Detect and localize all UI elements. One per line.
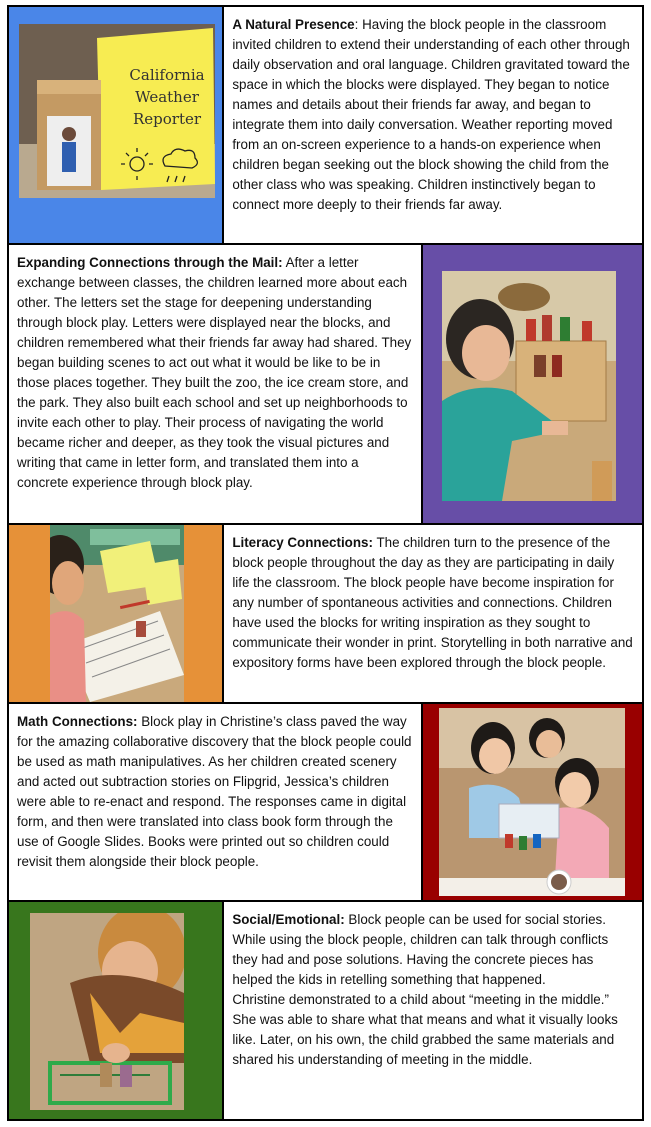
- content-table: [7, 5, 644, 1121]
- literacy-illustration: [50, 525, 184, 702]
- section-heading: Expanding Connections through the Mail:: [17, 255, 283, 270]
- section-body: Block play in Christine’s class paved the way for the amazing collaborative discovery that the block people could be used as math manipulatives. As her children created scenery and acted out subtraction stories on Flipgrid, Jessica’s children were able to re-enact and respond. The responses came in digital form, and then were translated into class book form through the use of Google Slides. Books were printed out so children could revisit them alongside their block people.: [17, 714, 412, 869]
- section-heading: A Natural Presence: [232, 17, 355, 32]
- section-expanding-connections: [9, 245, 644, 525]
- section-math-connections: [9, 704, 644, 902]
- photo-cell-social: [9, 902, 224, 1119]
- section-body: Block people can be used for social stories. While using the block people, children can talk through conflicts they had and pose solutions. Having the concrete pieces has helped the kids in retelling something that happened.: [232, 912, 609, 987]
- text-cell-literacy: [224, 525, 644, 702]
- weather-reporter-photo: [19, 24, 215, 198]
- photo-cell-block-building: [423, 245, 644, 523]
- section-heading: Social/Emotional:: [232, 912, 345, 927]
- section-body: Having the block people in the classroom invited children to extend their understanding of each other through daily observation and oral language. Children gravitated toward the space in which the blocks were displayed. They began to notice names and details about their friends far away, and began to integrate them into daily conversation. Weather reporting moved from an on-screen experience to a hands-on experience when children began seeking out the block showing the child from the other class who was speaking. Children instinctively began to connect more deeply to their friends far away.: [232, 17, 630, 212]
- social-illustration: [30, 913, 184, 1110]
- text-cell-math: [9, 704, 423, 900]
- math-illustration: [439, 708, 625, 896]
- photo-cell-math: [423, 704, 644, 900]
- block-building-illustration: [442, 271, 616, 501]
- section-body-continued: Christine demonstrated to a child about “meeting in the middle.” She was able to share what that means and what it visually looks like. Later, on his own, the child grabbed the same materials and shared his understanding of meeting in the middle.: [232, 992, 618, 1067]
- text-cell-social: [224, 902, 644, 1119]
- section-heading: Math Connections:: [17, 714, 138, 729]
- heading-separator: :: [354, 17, 363, 32]
- social-photo: [30, 913, 184, 1110]
- photo-cell-weather-reporter: [9, 7, 224, 243]
- text-cell-expanding-connections: [9, 245, 423, 523]
- section-social-emotional: [9, 902, 644, 1121]
- section-heading: Literacy Connections:: [232, 535, 373, 550]
- math-photo: [439, 708, 625, 896]
- weather-sign-text: California Weather Reporter: [129, 66, 205, 128]
- section-natural-presence: [9, 7, 644, 245]
- photo-cell-literacy: [9, 525, 224, 702]
- section-body: The children turn to the presence of the block people throughout the day as they are participating in daily life the classroom. The block people have become inspiration for any number of spontaneous activities and connections. Children have used the blocks for writing inspiration as they sought to communicate their wonder in print. Storytelling in both narrative and expository forms have been explored through the block people.: [232, 535, 633, 670]
- section-literacy-connections: [9, 525, 644, 704]
- block-building-photo: [442, 271, 616, 501]
- literacy-photo: [50, 525, 184, 702]
- section-body: After a letter exchange between classes, the children learned more about each other. The letters set the stage for deepening understanding through block play. Letters were displayed near the blocks, and children remembered what their friends far away had shared. They began building scenes to act out what it would be like to be in those places together. They built the zoo, the ice cream store, and the park. They also built each school and set up neighborhoods to invite each other to play. Their process of navigating the world became richer and deeper, as they took the visual pictures and writing that came in letter form, and translated them into a concrete experience through block play.: [17, 255, 412, 490]
- text-cell-natural-presence: [224, 7, 644, 243]
